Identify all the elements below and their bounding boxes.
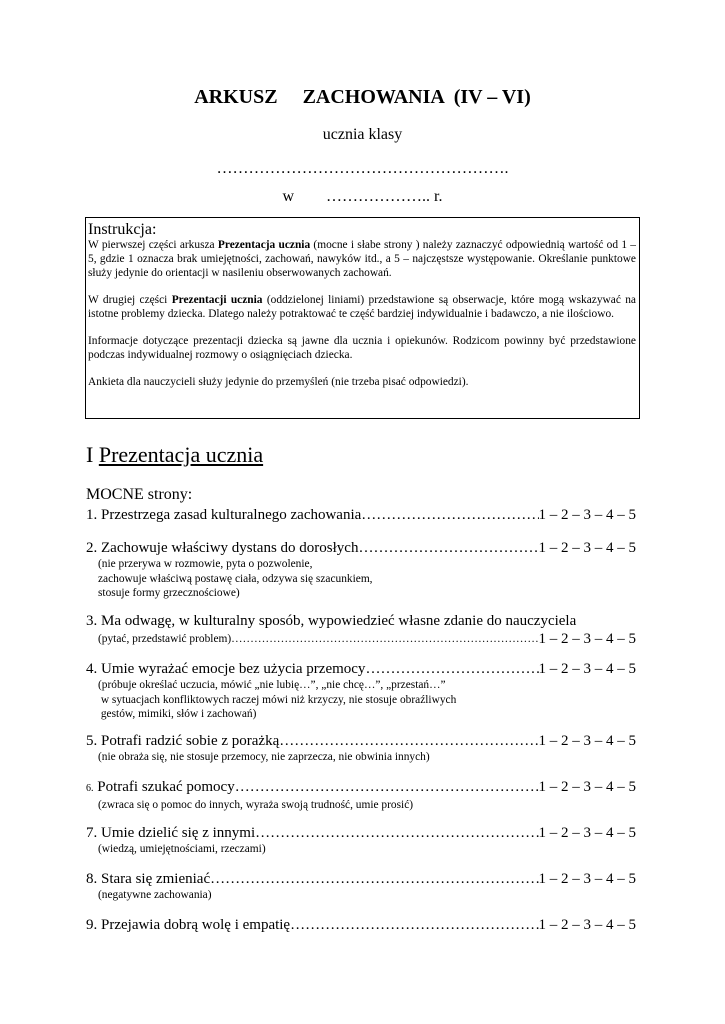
strengths-heading: MOCNE strony: bbox=[86, 486, 193, 503]
item-label-text: Potrafi szukać pomocy bbox=[93, 779, 235, 795]
item-label: 3. Ma odwagę, w kulturalny sposób, wypowiedzieć własne zdanie do nauczyciela bbox=[86, 613, 577, 629]
instructions-paragraph-3: Informacje dotyczące prezentacji dziecka są jawne dla ucznia i opiekunów. Rodzicom powinny być przedstawione podczas indywidualnej rozmowy o osiągnięciach dziecka. bbox=[88, 335, 636, 361]
dot-leader bbox=[279, 732, 538, 750]
section-number: I bbox=[86, 442, 99, 467]
dot-leader bbox=[235, 778, 539, 798]
item-description: (próbuje określać uczucia, mówić „nie lubię…”, „nie chcę…”, „przestań…” w sytuacjach konfliktowych raczej mówi niż krzyczy, nie stosuje obraźliwych gestów, mimiki, słów i zachowań) bbox=[98, 679, 457, 720]
section-title bbox=[86, 442, 263, 468]
dot-leader bbox=[255, 824, 538, 842]
dot-leader bbox=[290, 916, 538, 934]
instructions-heading: Instrukcja: bbox=[88, 221, 157, 238]
list-item bbox=[86, 506, 646, 524]
dot-leader bbox=[358, 539, 538, 557]
list-item bbox=[86, 916, 646, 934]
list-item bbox=[86, 660, 646, 722]
instructions-p1-text-b: (mocne i słabe strony ) należy zaznaczyć odpowiednią wartość od 1 – 5, gdzie 1 oznacza brak umiejętności, zachowań, nawyków itd., a 5 – najczęstsze występowanie. Określanie punktowe służy jedynie do orientacji w nasileniu obserwowanych zachowań. bbox=[88, 239, 636, 279]
list-item bbox=[86, 870, 646, 903]
rating-scale: 1 – 2 – 3 – 4 – 5 bbox=[538, 540, 636, 556]
item-description: (negatywne zachowania) bbox=[98, 889, 212, 901]
item-label: 1. Przestrzega zasad kulturalnego zachowania bbox=[86, 507, 362, 523]
item-description: (wiedzą, umiejętnościami, rzeczami) bbox=[98, 843, 266, 855]
instructions-p1-bold: Prezentacja ucznia bbox=[217, 239, 311, 251]
list-item bbox=[86, 732, 646, 765]
year-blank-line: w ……………….. r. bbox=[282, 188, 443, 205]
rating-scale: 1 – 2 – 3 – 4 – 5 bbox=[538, 825, 636, 841]
section-title-text: Prezentacja ucznia bbox=[98, 442, 264, 467]
instructions-p2-text-b: (oddzielonej liniami) przedstawione są obserwacje, które mogą wskazywać na istotne problemy dziecka. Dlatego należy potraktować te część bardziej indywidualnie i badawczo, a nie ilościowo. bbox=[88, 294, 636, 320]
instructions-p1-text-a: W pierwszej części arkusza bbox=[88, 239, 218, 251]
rating-scale: 1 – 2 – 3 – 4 – 5 bbox=[538, 661, 636, 677]
item-label: 5. Potrafi radzić sobie z porażką bbox=[86, 733, 280, 749]
list-item bbox=[86, 778, 646, 813]
item-description: (pytać, przedstawić problem) bbox=[98, 633, 232, 645]
rating-scale: 1 – 2 – 3 – 4 – 5 bbox=[538, 779, 636, 795]
dot-leader bbox=[210, 870, 538, 888]
dot-leader bbox=[231, 630, 538, 648]
rating-scale: 1 – 2 – 3 – 4 – 5 bbox=[538, 871, 636, 887]
item-description: (zwraca się o pomoc do innych, wyraża swoją trudność, umie prosić) bbox=[98, 799, 414, 811]
list-item bbox=[86, 539, 646, 601]
item-description: (nie obraża się, nie stosuje przemocy, nie zaprzecza, nie obwinia innych) bbox=[98, 751, 430, 763]
dot-leader bbox=[361, 506, 538, 524]
item-label: 4. Umie wyrażać emocje bez użycia przemocy bbox=[86, 661, 366, 677]
list-item bbox=[86, 612, 646, 648]
item-label: 7. Umie dzielić się z innymi bbox=[86, 825, 256, 841]
rating-scale: 1 – 2 – 3 – 4 – 5 bbox=[538, 631, 636, 647]
instructions-paragraph-1 bbox=[88, 238, 636, 280]
item-number: 6. bbox=[86, 783, 94, 794]
class-blank-line: ………………………………………………. bbox=[216, 160, 509, 177]
item-label bbox=[86, 778, 235, 798]
rating-scale: 1 – 2 – 3 – 4 – 5 bbox=[538, 917, 636, 933]
rating-scale: 1 – 2 – 3 – 4 – 5 bbox=[538, 733, 636, 749]
dot-leader bbox=[365, 660, 538, 678]
item-label: 9. Przejawia dobrą wolę i empatię bbox=[86, 917, 291, 933]
instructions-paragraph-2 bbox=[88, 293, 636, 321]
document-title: ARKUSZ ZACHOWANIA (IV – VI) bbox=[194, 86, 531, 108]
rating-scale: 1 – 2 – 3 – 4 – 5 bbox=[538, 507, 636, 523]
instructions-box bbox=[85, 217, 640, 419]
document-subtitle: ucznia klasy bbox=[322, 126, 403, 143]
item-description: (nie przerywa w rozmowie, pyta o pozwolenie, zachowuje właściwą postawę ciała, odzywa się szacunkiem, stosuje formy grzecznościowe) bbox=[98, 558, 373, 599]
instructions-p2-bold: Prezentacji ucznia bbox=[171, 294, 263, 306]
instructions-paragraph-4: Ankieta dla nauczycieli służy jedynie do przemyśleń (nie trzeba pisać odpowiedzi). bbox=[88, 376, 469, 388]
list-item bbox=[86, 824, 646, 857]
instructions-p2-text-a: W drugiej części bbox=[88, 294, 172, 306]
item-label: 8. Stara się zmieniać bbox=[86, 871, 211, 887]
item-label: 2. Zachowuje właściwy dystans do dorosłych bbox=[86, 540, 359, 556]
